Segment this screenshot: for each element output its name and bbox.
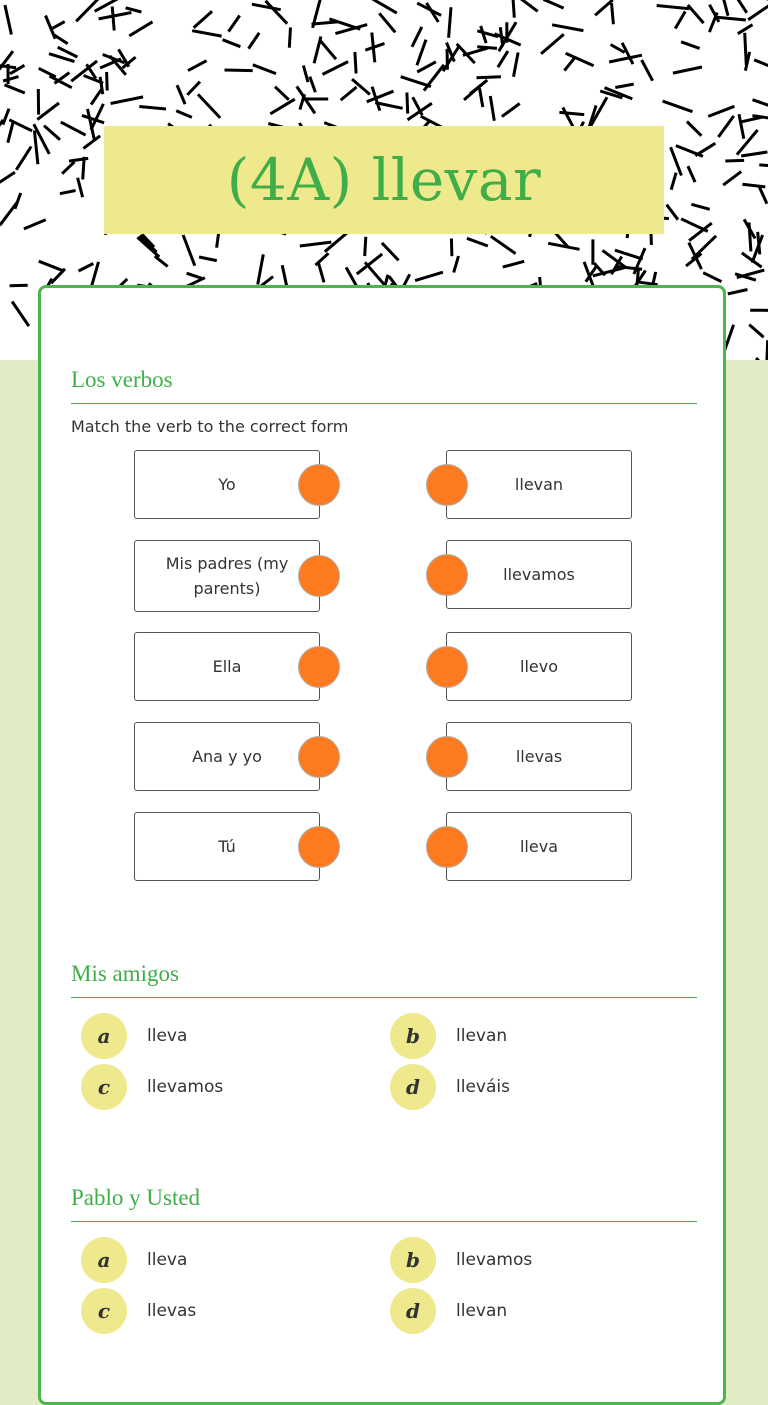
match-connector-dot-right[interactable] [426,554,468,596]
match-right-label: llevamos [503,562,575,587]
match-right-label: llevas [516,744,562,769]
match-left-label: Ella [213,654,242,679]
match-connector-dot-left[interactable] [298,736,340,778]
match-connector-dot-right[interactable] [426,736,468,778]
section-title-mis-amigos: Mis amigos [71,961,697,998]
match-left-item[interactable] [134,450,320,519]
choice-letter-badge: a [81,1237,127,1283]
match-left-label: Yo [218,472,235,497]
match-left-item[interactable] [134,812,320,881]
match-connector-dot-right[interactable] [426,464,468,506]
match-left-item[interactable] [134,540,320,612]
choice-letter-badge: d [390,1064,436,1110]
choice-option[interactable] [81,1288,196,1334]
match-left-item[interactable] [134,632,320,701]
match-right-item[interactable] [446,540,632,609]
choice-text: lleva [147,1250,187,1270]
choice-option[interactable] [81,1013,187,1059]
choice-letter-badge: a [81,1013,127,1059]
choice-option[interactable] [81,1064,223,1110]
match-connector-dot-right[interactable] [426,646,468,688]
worksheet-title: (4A) llevar [227,146,541,214]
choice-option[interactable] [390,1064,510,1110]
choice-text: llevamos [147,1077,223,1097]
choice-letter-badge: b [390,1237,436,1283]
choice-text: lleváis [456,1077,510,1097]
choice-option[interactable] [390,1013,507,1059]
match-connector-dot-left[interactable] [298,555,340,597]
section-title-los-verbos: Los verbos [71,367,697,404]
match-right-label: lleva [520,834,558,859]
match-right-label: llevo [520,654,558,679]
section-title-pablo-y-usted: Pablo y Usted [71,1185,697,1222]
match-connector-dot-right[interactable] [426,826,468,868]
choice-text: llevas [147,1301,196,1321]
match-left-label: Tú [218,834,235,859]
match-connector-dot-left[interactable] [298,464,340,506]
match-connector-dot-left[interactable] [298,646,340,688]
worksheet-title-box [104,126,664,234]
choice-option[interactable] [390,1237,532,1283]
match-left-item[interactable] [134,722,320,791]
choice-text: llevan [456,1301,507,1321]
match-left-label: Mis padres (my parents) [147,551,307,601]
match-right-label: llevan [515,472,563,497]
choice-text: llevan [456,1026,507,1046]
match-left-label: Ana y yo [192,744,262,769]
choice-letter-badge: c [81,1064,127,1110]
match-right-item[interactable] [446,722,632,791]
choice-letter-badge: d [390,1288,436,1334]
choice-text: lleva [147,1026,187,1046]
match-right-item[interactable] [446,632,632,701]
match-connector-dot-left[interactable] [298,826,340,868]
choice-letter-badge: b [390,1013,436,1059]
match-right-item[interactable] [446,812,632,881]
match-right-item[interactable] [446,450,632,519]
choice-letter-badge: c [81,1288,127,1334]
matching-instruction: Match the verb to the correct form [71,417,348,436]
choice-option[interactable] [390,1288,507,1334]
choice-text: llevamos [456,1250,532,1270]
choice-option[interactable] [81,1237,187,1283]
